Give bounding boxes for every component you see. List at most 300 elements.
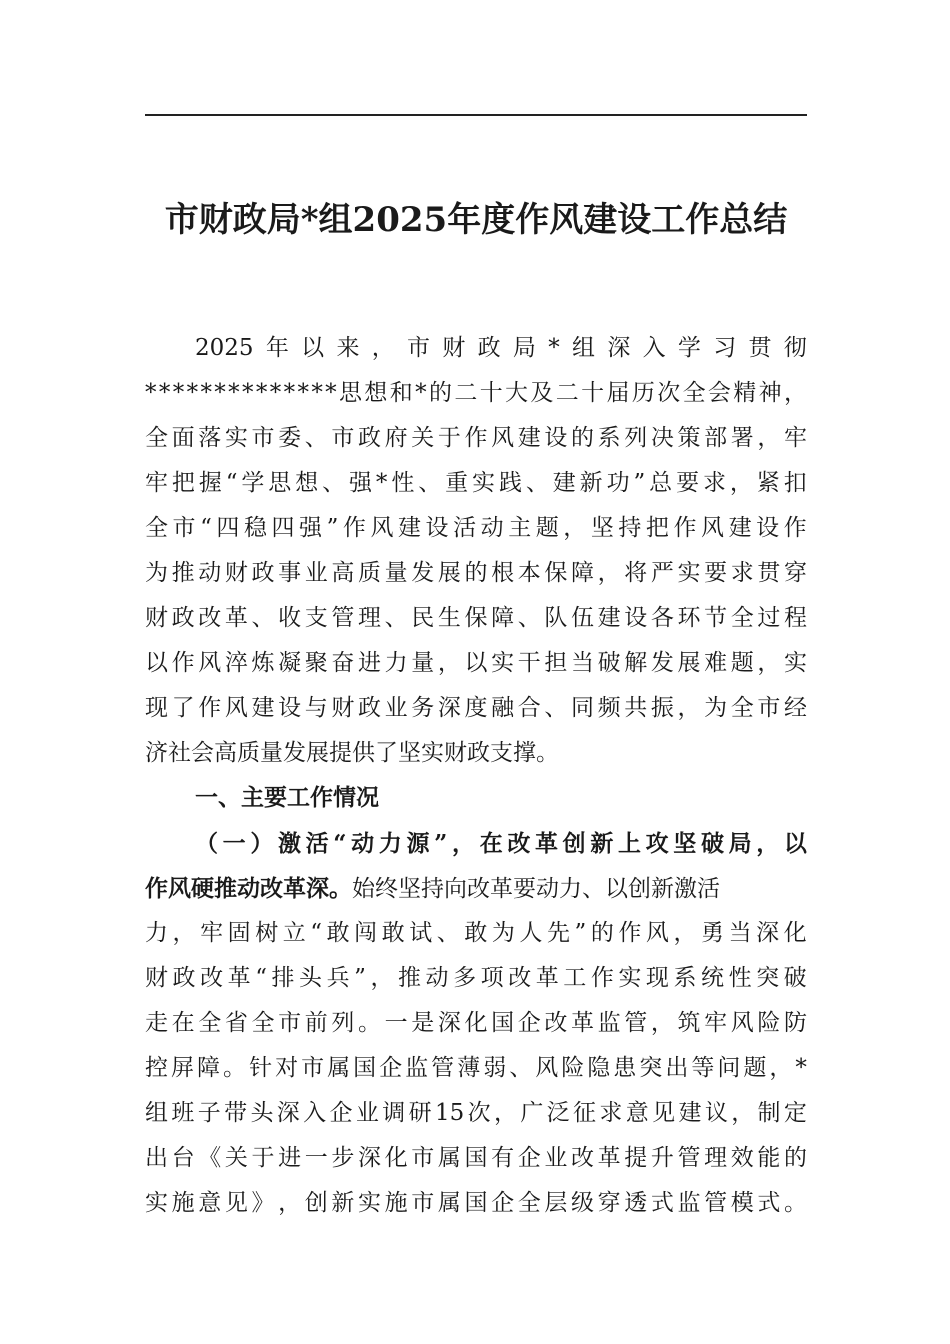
text-glyph: 。 xyxy=(358,1010,381,1036)
text-glyph: 管 xyxy=(704,1190,728,1216)
text-glyph: 实 xyxy=(224,425,248,451)
text-glyph: 研 xyxy=(408,1100,432,1126)
text-glyph: 贯 xyxy=(748,335,772,361)
text-glyph: 闯 xyxy=(354,920,378,946)
text-glyph: 学 xyxy=(241,470,265,496)
text-glyph: 工 xyxy=(563,965,587,991)
paragraph-line xyxy=(145,326,807,371)
text-glyph: “ xyxy=(200,515,212,541)
text-glyph: 广 xyxy=(520,1100,544,1126)
text-glyph: 合 xyxy=(517,695,541,721)
text-glyph: 调 xyxy=(382,1100,406,1126)
text-glyph: 思 xyxy=(339,380,363,406)
text-glyph: 列 xyxy=(624,425,648,451)
text-glyph: 台 xyxy=(171,1145,195,1171)
text-glyph: 署 xyxy=(730,425,754,451)
text-glyph: 严 xyxy=(650,560,674,586)
text-glyph: 性 xyxy=(391,470,415,496)
text-glyph: * xyxy=(214,380,226,406)
text-glyph: * xyxy=(311,380,323,406)
paragraph-line xyxy=(145,416,807,461)
text-glyph: 监 xyxy=(405,1055,429,1081)
text-glyph: 风 xyxy=(198,650,222,676)
text-glyph: 求 xyxy=(730,560,754,586)
text-glyph: 求 xyxy=(599,1100,623,1126)
text-glyph: 动 xyxy=(351,830,375,857)
text-glyph: 国 xyxy=(464,1190,488,1216)
text-glyph: 现 xyxy=(645,965,669,991)
text-glyph: 列 xyxy=(331,1010,355,1036)
text-glyph: 有 xyxy=(491,1145,515,1171)
text-glyph: 深 xyxy=(437,695,461,721)
text-glyph: 奋 xyxy=(331,650,355,676)
text-glyph: 关 xyxy=(411,425,435,451)
text-glyph: 担 xyxy=(544,650,568,676)
text-glyph: 、 xyxy=(544,695,568,721)
text-glyph: 提 xyxy=(624,1145,648,1171)
text-glyph: 革 xyxy=(597,1145,621,1171)
text-glyph: 队 xyxy=(544,605,568,631)
text-glyph: 务 xyxy=(411,695,435,721)
text-glyph: 统 xyxy=(701,965,725,991)
text-glyph: ， xyxy=(370,965,394,991)
text-glyph: 企 xyxy=(379,1055,403,1081)
text-glyph: * xyxy=(228,380,240,406)
text-glyph: 险 xyxy=(757,1010,781,1036)
text-glyph: 十 xyxy=(581,380,605,406)
text-glyph: 的 xyxy=(784,1145,807,1171)
text-glyph: 式 xyxy=(650,1190,674,1216)
text-glyph: ， xyxy=(757,650,781,676)
text-glyph: 握 xyxy=(198,470,222,496)
text-glyph: 历 xyxy=(631,380,655,406)
text-glyph: 制 xyxy=(757,1100,781,1126)
text-glyph: 作 xyxy=(618,920,642,946)
text-glyph: 设 xyxy=(756,515,780,541)
text-glyph: 系 xyxy=(597,425,621,451)
paragraph-line xyxy=(145,371,807,416)
text-glyph: ， xyxy=(673,920,697,946)
text-glyph: 根 xyxy=(491,560,515,586)
text-glyph: 局 xyxy=(728,830,752,857)
text-glyph: 改 xyxy=(508,965,532,991)
text-glyph: 步 xyxy=(331,1145,355,1171)
text-glyph: 穿 xyxy=(597,1190,621,1216)
text-glyph: 管 xyxy=(331,605,355,631)
text-glyph: ” xyxy=(434,830,448,857)
text-glyph: “ xyxy=(255,965,267,991)
text-glyph: 振 xyxy=(650,695,674,721)
text-glyph: 、 xyxy=(525,470,549,496)
text-glyph: 激 xyxy=(277,830,301,857)
text-glyph: 革 xyxy=(224,605,248,631)
text-glyph: 把 xyxy=(171,470,195,496)
text-glyph: 监 xyxy=(597,1010,621,1036)
text-glyph: 强 xyxy=(349,470,373,496)
text-glyph: ， xyxy=(371,335,395,361)
text-glyph: 入 xyxy=(642,335,666,361)
text-glyph: 改 xyxy=(198,605,222,631)
subsection-heading-tail: 作风硬推动改革深。 xyxy=(145,875,352,902)
text-glyph: 兵 xyxy=(326,965,350,991)
text-glyph: 政 xyxy=(477,335,501,361)
paragraph-line xyxy=(145,641,807,686)
text-glyph: 改 xyxy=(544,1010,568,1036)
text-glyph: 民 xyxy=(411,605,435,631)
text-glyph: 议 xyxy=(704,1100,728,1126)
text-glyph: 进 xyxy=(278,1145,302,1171)
text-glyph: 共 xyxy=(624,695,648,721)
text-glyph: 、 xyxy=(322,470,346,496)
text-glyph: 人 xyxy=(519,920,543,946)
text-glyph: 升 xyxy=(650,1145,674,1171)
text-glyph: 全 xyxy=(145,515,168,541)
text-glyph: 牢 xyxy=(200,920,224,946)
text-glyph: ， xyxy=(597,560,621,586)
text-glyph: 突 xyxy=(639,1055,663,1081)
text-glyph: 级 xyxy=(571,1190,594,1216)
text-glyph: 攻 xyxy=(645,830,669,857)
text-glyph: 动 xyxy=(480,515,504,541)
text-glyph: 的 xyxy=(571,425,594,451)
text-glyph: 践 xyxy=(498,470,522,496)
text-glyph: * xyxy=(186,380,199,406)
text-glyph: 生 xyxy=(437,605,461,631)
text-glyph: 伍 xyxy=(571,605,594,631)
section-heading: 一、主要工作情况 xyxy=(195,785,379,811)
text-glyph: 牢 xyxy=(784,425,807,451)
text-glyph: 进 xyxy=(358,650,381,676)
text-glyph: 聚 xyxy=(304,650,328,676)
text-glyph: 要 xyxy=(676,470,700,496)
text-glyph: 敢 xyxy=(381,920,405,946)
text-glyph: 现 xyxy=(145,695,168,721)
paragraph-line xyxy=(145,866,807,911)
text-glyph: 贯 xyxy=(757,560,781,586)
text-glyph: 政 xyxy=(171,605,195,631)
text-glyph: 理 xyxy=(704,1145,728,1171)
text-glyph: 要 xyxy=(704,560,728,586)
text-glyph: 建 xyxy=(728,515,752,541)
text-glyph: 习 xyxy=(713,335,737,361)
text-glyph: 的 xyxy=(464,560,488,586)
text-glyph: 解 xyxy=(624,650,648,676)
text-glyph: 全 xyxy=(682,380,706,406)
text-glyph: 支 xyxy=(304,605,328,631)
text-glyph: 深 xyxy=(358,1145,381,1171)
text-glyph: 及 xyxy=(530,380,554,406)
text-glyph: 意 xyxy=(198,1190,222,1216)
text-glyph: 系 xyxy=(673,965,697,991)
text-glyph: 二 xyxy=(454,380,478,406)
text-glyph: 筑 xyxy=(677,1010,701,1036)
text-glyph: 控 xyxy=(145,1055,168,1081)
text-glyph: 实 xyxy=(618,965,642,991)
paragraph-line xyxy=(145,461,807,506)
text-glyph: 一 xyxy=(384,1010,408,1036)
text-glyph: 立 xyxy=(282,920,306,946)
text-glyph: 一 xyxy=(222,830,246,857)
text-glyph: 式 xyxy=(757,1190,781,1216)
text-glyph: 来 xyxy=(336,335,360,361)
text-glyph: 班 xyxy=(171,1100,195,1126)
text-glyph: ， xyxy=(757,425,781,451)
text-glyph: 展 xyxy=(437,560,461,586)
text-glyph: 环 xyxy=(677,605,701,631)
text-glyph: “ xyxy=(310,920,323,946)
text-glyph: 组 xyxy=(572,335,596,361)
text-glyph: 化 xyxy=(464,1010,488,1036)
text-glyph: 见 xyxy=(224,1190,248,1216)
text-glyph: 先 xyxy=(546,920,570,946)
text-glyph: 多 xyxy=(453,965,477,991)
text-glyph: 建 xyxy=(552,470,576,496)
text-glyph: ， xyxy=(784,380,807,406)
text-glyph: 以 xyxy=(145,650,168,676)
text-glyph: 经 xyxy=(784,695,807,721)
text-glyph: 同 xyxy=(571,695,594,721)
text-glyph: 层 xyxy=(544,1190,568,1216)
text-glyph: 设 xyxy=(278,695,302,721)
text-glyph: * xyxy=(795,1055,807,1081)
text-glyph: 在 xyxy=(171,1010,195,1036)
text-glyph: 在 xyxy=(479,830,503,857)
text-glyph: 保 xyxy=(544,560,568,586)
text-glyph: 2025 xyxy=(195,335,254,361)
text-glyph: ， xyxy=(493,1100,517,1126)
text-glyph: 题 xyxy=(535,515,559,541)
text-glyph: 勇 xyxy=(701,920,725,946)
text-glyph: 实 xyxy=(358,1190,381,1216)
paragraph-line xyxy=(145,1091,807,1136)
text-glyph: 深 xyxy=(756,920,780,946)
text-glyph: 敢 xyxy=(326,920,350,946)
text-glyph: 见 xyxy=(652,1100,676,1126)
text-glyph: 作 xyxy=(342,515,366,541)
text-glyph: 凝 xyxy=(278,650,302,676)
text-glyph: 树 xyxy=(255,920,279,946)
text-glyph: 市 xyxy=(172,515,196,541)
text-glyph: 化 xyxy=(384,1145,408,1171)
text-glyph: 了 xyxy=(171,695,195,721)
text-glyph: 设 xyxy=(425,515,449,541)
text-glyph: 干 xyxy=(517,650,541,676)
text-glyph: 》 xyxy=(251,1190,275,1216)
text-glyph: 动 xyxy=(198,560,222,586)
text-glyph: 、 xyxy=(304,425,328,451)
text-glyph: 子 xyxy=(197,1100,221,1126)
text-glyph: 设 xyxy=(544,425,568,451)
text-glyph: 总 xyxy=(649,470,673,496)
text-glyph: 创 xyxy=(562,830,586,857)
text-glyph: 业 xyxy=(384,695,408,721)
text-glyph: 、 xyxy=(418,470,442,496)
text-glyph: 度 xyxy=(464,695,488,721)
text-glyph: 节 xyxy=(704,605,728,631)
text-glyph: 企 xyxy=(517,1010,541,1036)
text-glyph: 十 xyxy=(479,380,503,406)
text-glyph: 关 xyxy=(224,1145,248,1171)
text-glyph: 把 xyxy=(645,515,669,541)
text-glyph: 属 xyxy=(327,1055,351,1081)
text-glyph: 市 xyxy=(411,1190,435,1216)
text-glyph: 事 xyxy=(278,560,302,586)
text-glyph: 神 xyxy=(758,380,782,406)
text-glyph: 、 xyxy=(384,605,408,631)
text-glyph: * xyxy=(269,380,282,406)
text-glyph: 以 xyxy=(783,830,807,857)
paragraph-line: 济社会高质量发展提供了坚实财政支撑。 xyxy=(145,740,559,766)
text-glyph: 市 xyxy=(331,425,355,451)
text-glyph: 风 xyxy=(730,1010,754,1036)
paragraph-line xyxy=(145,596,807,641)
text-glyph: 政 xyxy=(172,965,196,991)
text-glyph: 头 xyxy=(250,1100,274,1126)
text-glyph: ， xyxy=(563,515,587,541)
text-glyph: 面 xyxy=(171,425,195,451)
text-glyph: 全 xyxy=(198,1010,222,1036)
text-glyph: 牢 xyxy=(145,470,168,496)
text-glyph: 年 xyxy=(265,335,289,361)
text-glyph: 财 xyxy=(442,335,466,361)
text-glyph: 扣 xyxy=(783,470,807,496)
text-glyph: 策 xyxy=(677,425,701,451)
text-glyph: 实 xyxy=(784,650,807,676)
text-glyph: 薄 xyxy=(457,1055,481,1081)
text-glyph: 能 xyxy=(757,1145,781,1171)
text-glyph: 深 xyxy=(437,1010,461,1036)
text-glyph: 活 xyxy=(305,830,329,857)
paragraph-line xyxy=(145,1181,807,1226)
text-glyph: ， xyxy=(729,470,753,496)
text-glyph: 施 xyxy=(384,1190,408,1216)
text-glyph: ， xyxy=(278,1190,302,1216)
text-glyph: 想 xyxy=(295,470,319,496)
text-glyph: 走 xyxy=(145,1010,168,1036)
text-glyph: 市 xyxy=(251,425,275,451)
text-glyph: 化 xyxy=(783,920,807,946)
text-glyph: 隐 xyxy=(587,1055,611,1081)
text-glyph: 上 xyxy=(617,830,641,857)
text-glyph: 改 xyxy=(571,1145,594,1171)
text-glyph: * xyxy=(325,380,337,406)
paragraph-line xyxy=(145,956,807,1001)
text-glyph: 以 xyxy=(464,650,488,676)
text-glyph: 与 xyxy=(304,695,328,721)
text-glyph: 敢 xyxy=(464,920,488,946)
text-glyph: ， xyxy=(769,1055,793,1081)
text-glyph: 业 xyxy=(355,1100,379,1126)
text-glyph: 二 xyxy=(555,380,579,406)
text-glyph: 量 xyxy=(384,560,408,586)
text-glyph: 革 xyxy=(571,1010,594,1036)
text-glyph: 国 xyxy=(353,1055,377,1081)
text-glyph: 市 xyxy=(407,335,431,361)
text-glyph: 对 xyxy=(275,1055,299,1081)
text-glyph: 会 xyxy=(707,380,731,406)
text-glyph: 改 xyxy=(507,830,531,857)
text-glyph: * xyxy=(375,470,388,496)
text-glyph: 《 xyxy=(198,1145,222,1171)
text-glyph: 新 xyxy=(579,470,603,496)
text-glyph: 障 xyxy=(571,560,594,586)
paragraph-line xyxy=(145,1001,807,1046)
text-glyph: “ xyxy=(333,830,347,857)
text-glyph: 险 xyxy=(561,1055,585,1081)
text-glyph: 创 xyxy=(304,1190,328,1216)
text-glyph: * xyxy=(242,380,254,406)
text-glyph: （ xyxy=(195,830,218,857)
text-glyph: 革 xyxy=(227,965,251,991)
text-glyph: 落 xyxy=(198,425,222,451)
text-glyph: 。 xyxy=(784,1190,807,1216)
text-glyph: 全 xyxy=(730,605,754,631)
text-glyph: 业 xyxy=(544,1145,568,1171)
text-glyph: 风 xyxy=(701,515,725,541)
text-glyph: 透 xyxy=(624,1190,648,1216)
text-glyph: 性 xyxy=(728,965,752,991)
text-glyph: 学 xyxy=(677,335,701,361)
text-glyph: 入 xyxy=(303,1100,327,1126)
text-glyph: * xyxy=(415,380,427,406)
text-glyph: 新 xyxy=(331,1190,355,1216)
text-glyph: ” xyxy=(354,965,366,991)
text-glyph: ” xyxy=(633,470,646,496)
text-glyph: 前 xyxy=(304,1010,328,1036)
document-title: 市财政局*组2025年度作风建设工作总结 xyxy=(164,200,788,240)
text-glyph: * xyxy=(200,380,212,406)
text-glyph: 出 xyxy=(145,1145,168,1171)
document-body xyxy=(145,326,807,1226)
text-glyph: 改 xyxy=(200,965,224,991)
text-glyph: 部 xyxy=(704,425,728,451)
text-glyph: 全 xyxy=(145,425,168,451)
text-glyph: 淬 xyxy=(224,650,248,676)
text-glyph: 出 xyxy=(665,1055,689,1081)
text-glyph: 作 xyxy=(783,515,807,541)
text-glyph: 作 xyxy=(171,650,195,676)
paragraph-line xyxy=(145,506,807,551)
text-glyph: * xyxy=(172,380,185,406)
text-glyph: 实 xyxy=(491,650,515,676)
text-glyph: 模 xyxy=(730,1190,754,1216)
text-glyph: 障 xyxy=(197,1055,221,1081)
text-glyph: 省 xyxy=(224,1010,248,1036)
text-glyph: 全 xyxy=(251,1010,275,1036)
text-glyph: 题 xyxy=(743,1055,767,1081)
text-glyph: 试 xyxy=(409,920,433,946)
text-glyph: 发 xyxy=(650,650,674,676)
text-glyph: 力 xyxy=(378,830,402,857)
text-glyph: 组 xyxy=(145,1100,168,1126)
text-glyph: 炼 xyxy=(251,650,275,676)
paragraph-line xyxy=(145,1046,807,1091)
text-glyph: 高 xyxy=(331,560,355,586)
text-glyph: 以 xyxy=(301,335,325,361)
text-glyph: ） xyxy=(250,830,274,857)
text-glyph: 委 xyxy=(278,425,302,451)
text-glyph: 为 xyxy=(491,920,515,946)
text-glyph: ” xyxy=(326,515,339,541)
paragraph-line xyxy=(145,911,807,956)
text-glyph: 政 xyxy=(251,560,275,586)
text-glyph: ， xyxy=(677,695,701,721)
text-glyph: ， xyxy=(650,1010,674,1036)
text-glyph: ， xyxy=(756,830,780,857)
text-glyph: 管 xyxy=(624,1010,648,1036)
text-glyph: 设 xyxy=(624,605,648,631)
text-glyph: 于 xyxy=(251,1145,275,1171)
